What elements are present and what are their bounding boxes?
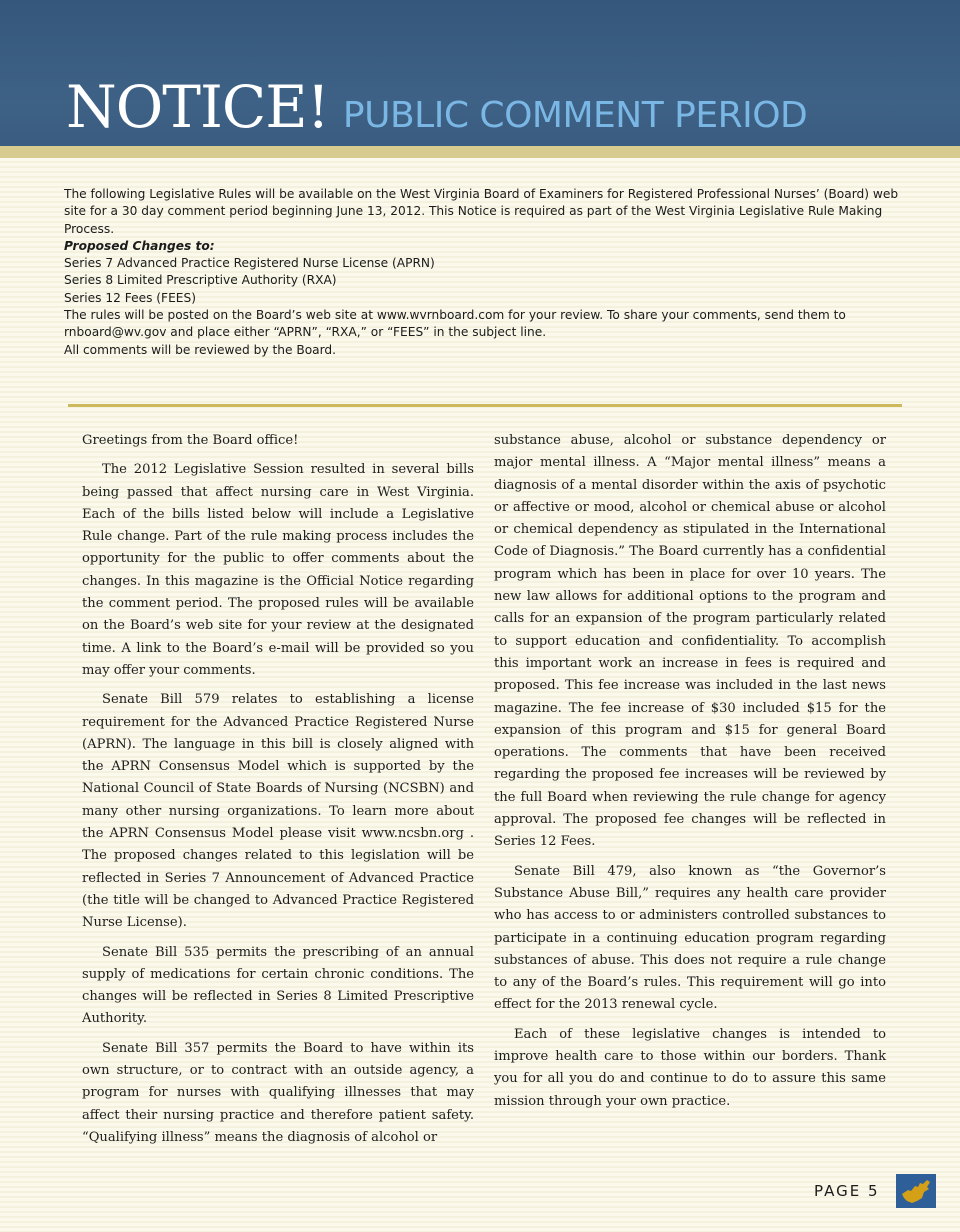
notice-posting: The rules will be posted on the Board’s web site at www.wvrnboard.com for your review. To share your comments, send them to rnboard@wv.gov and place either “APRN”, “RXA,” or “FEES” in the subject line. [64,308,846,340]
article-paragraph: Senate Bill 479, also known as “the Governor’s Substance Abuse Bill,” requires any health care provider who has access to or administers controlled substances to participate in a continuing education program regarding substances of abuse. This does not require a rule change to any of the Board’s rules. This requirement will go into effect for the 2013 renewal cycle. [494,863,886,1013]
article-paragraph: The 2012 Legislative Session resulted in several bills being passed that affect nursing care in West Virginia. Each of the bills listed below will include a Legislative Rule change. Part of the rule making process includes the opportunity for the public to offer comments about the changes. In this magazine is the Official Notice regarding the comment period. The proposed rules will be available on the Board’s web site for your review at the designated time. A link to the Board’s e-mail will be provided so you may offer your comments. [82,462,474,678]
series-item: Series 12 Fees (FEES) [64,290,196,305]
notice-box [64,186,904,359]
section-divider [68,404,902,407]
article-paragraph: Senate Bill 535 permits the prescribing of an annual supply of medications for certain chronic conditions. The changes will be reflected in Series 8 Limited Prescriptive Authority. [82,944,474,1027]
page-number: PAGE 5 [814,1182,880,1200]
article-right-column [494,430,886,1120]
article-paragraph: Each of these legislative changes is intended to improve health care to those within our borders. Thank you for all you do and continue to do to assure this same mission through your own practice. [494,1026,886,1109]
article-paragraph: Senate Bill 357 permits the Board to have within its own structure, or to contract with an outside agency, a program for nurses with qualifying illnesses that may affect their nursing practice and therefore patient safety. “Qualifying illness” means the diagnosis of alcohol or [82,1040,474,1145]
header-rule [0,146,960,158]
title-subtitle: PUBLIC COMMENT PERIOD [342,95,808,136]
series-item: Series 8 Limited Prescriptive Authority (RXA) [64,273,337,288]
west-virginia-map-icon [896,1174,936,1208]
notice-closing: All comments will be reviewed by the Board. [64,342,337,357]
article-paragraph: Senate Bill 579 relates to establishing a license requirement for the Advanced Practice Registered Nurse (APRN). The language in this bill is closely aligned with the APRN Consensus Model which is supported by the National Council of State Boards of Nursing (NCSBN) and many other nursing organizations. To learn more about the APRN Consensus Model please visit www.ncsbn.org . The proposed changes related to this legislation will be reflected in Series 7 Announcement of Advanced Practice (the title will be changed to Advanced Practice Registered Nurse License). [82,692,474,931]
title-notice: NOTICE! [66,73,329,141]
notice-intro: The following Legislative Rules will be available on the West Virginia Board of Examiners for Registered Professional Nurses’ (Board) web site for a 30 day comment period beginning June 13, 2012. This Notice is required as part of the West Virginia Legislative Rule Making Process. [64,187,899,236]
greeting: Greetings from the Board office! [82,433,299,448]
article-paragraph-continued: substance abuse, alcohol or substance dependency or major mental illness. A “Major mental illness” means a diagnosis of a mental disorder within the axis of psychotic or affective or mood, alcohol or chemical abuse or alcohol or chemical dependency as stipulated in the International Code of Diagnosis.” The Board currently has a confidential program which has been in place for over 10 years. The new law allows for additional options to the program and calls for an expansion of the program particularly related to support education and confidentiality. To accomplish this important work an increase in fees is required and proposed. This fee increase was included in the last news magazine. The fee increase of $30 included $15 for the expansion of this program and $15 for general Board operations. The comments that have been received regarding the proposed fee increases will be reviewed by the full Board when reviewing the rule change for agency approval. The proposed fee changes will be reflected in Series 12 Fees. [494,433,886,850]
page-title [66,73,808,141]
series-item: Series 7 Advanced Practice Registered Nurse License (APRN) [64,256,435,271]
article-left-column [82,430,474,1156]
proposed-heading: Proposed Changes to: [64,238,215,253]
